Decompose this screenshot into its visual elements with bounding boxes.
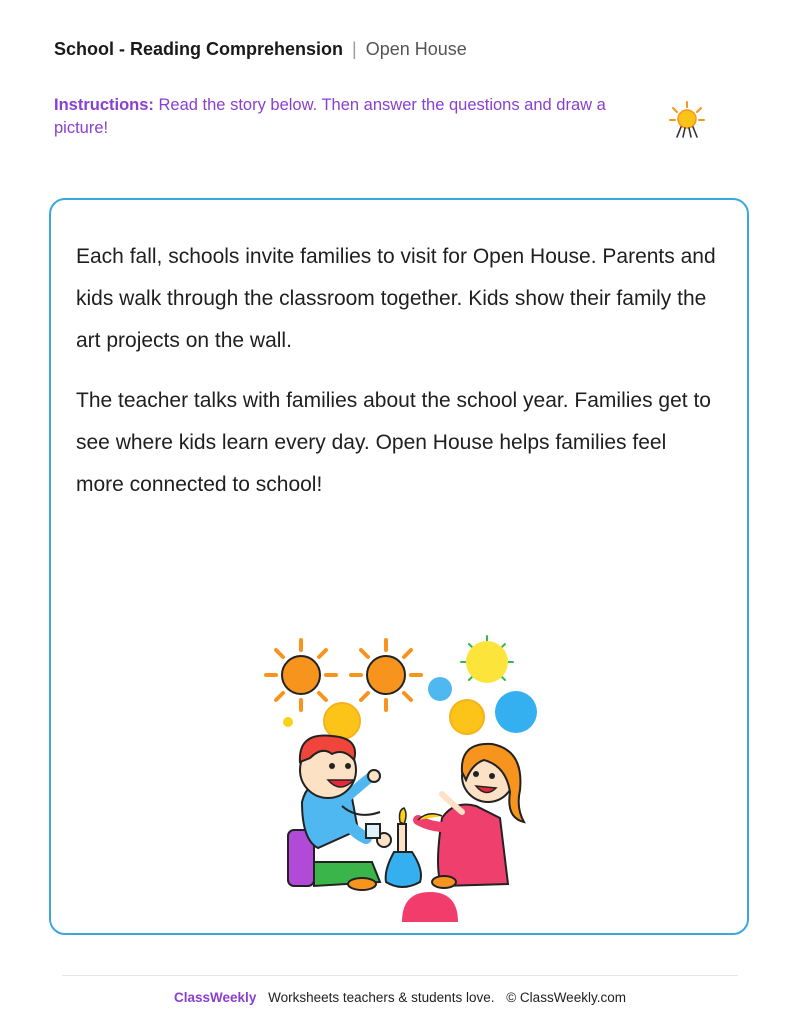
worksheet-header [54, 38, 467, 60]
boy-icon [288, 736, 391, 890]
story-paragraph: The teacher talks with families about the school year. Families get to see where kids learn every day. Open House helps families feel more connected to school! [76, 389, 711, 496]
sun-icon [351, 640, 421, 710]
header-separator: | [352, 39, 357, 59]
sun-icon [461, 636, 513, 683]
sun-icon [266, 640, 336, 710]
balloon-icon [402, 892, 458, 922]
footer-divider [62, 975, 738, 976]
sun-icon [668, 100, 706, 140]
story-text [76, 236, 716, 524]
footer [0, 990, 800, 1005]
instructions-label: Instructions: [54, 96, 154, 114]
footer-copyright: © ClassWeekly.com [506, 990, 626, 1005]
worksheet-subject: School - Reading Comprehension [54, 39, 344, 59]
worksheet-topic: Open House [365, 39, 467, 59]
footer-tagline: Worksheets teachers & students love. [268, 990, 495, 1005]
instructions-text: Read the story below. Then answer the questions and draw a picture! [54, 96, 606, 137]
instructions [54, 94, 614, 140]
story-paragraph: Each fall, schools invite families to visit for Open House. Parents and kids walk through the classroom together. Kids show their family the art projects on the wall. [76, 245, 716, 352]
open-house-illustration [262, 630, 552, 925]
girl-icon [418, 744, 524, 888]
footer-brand: ClassWeekly [174, 990, 257, 1005]
